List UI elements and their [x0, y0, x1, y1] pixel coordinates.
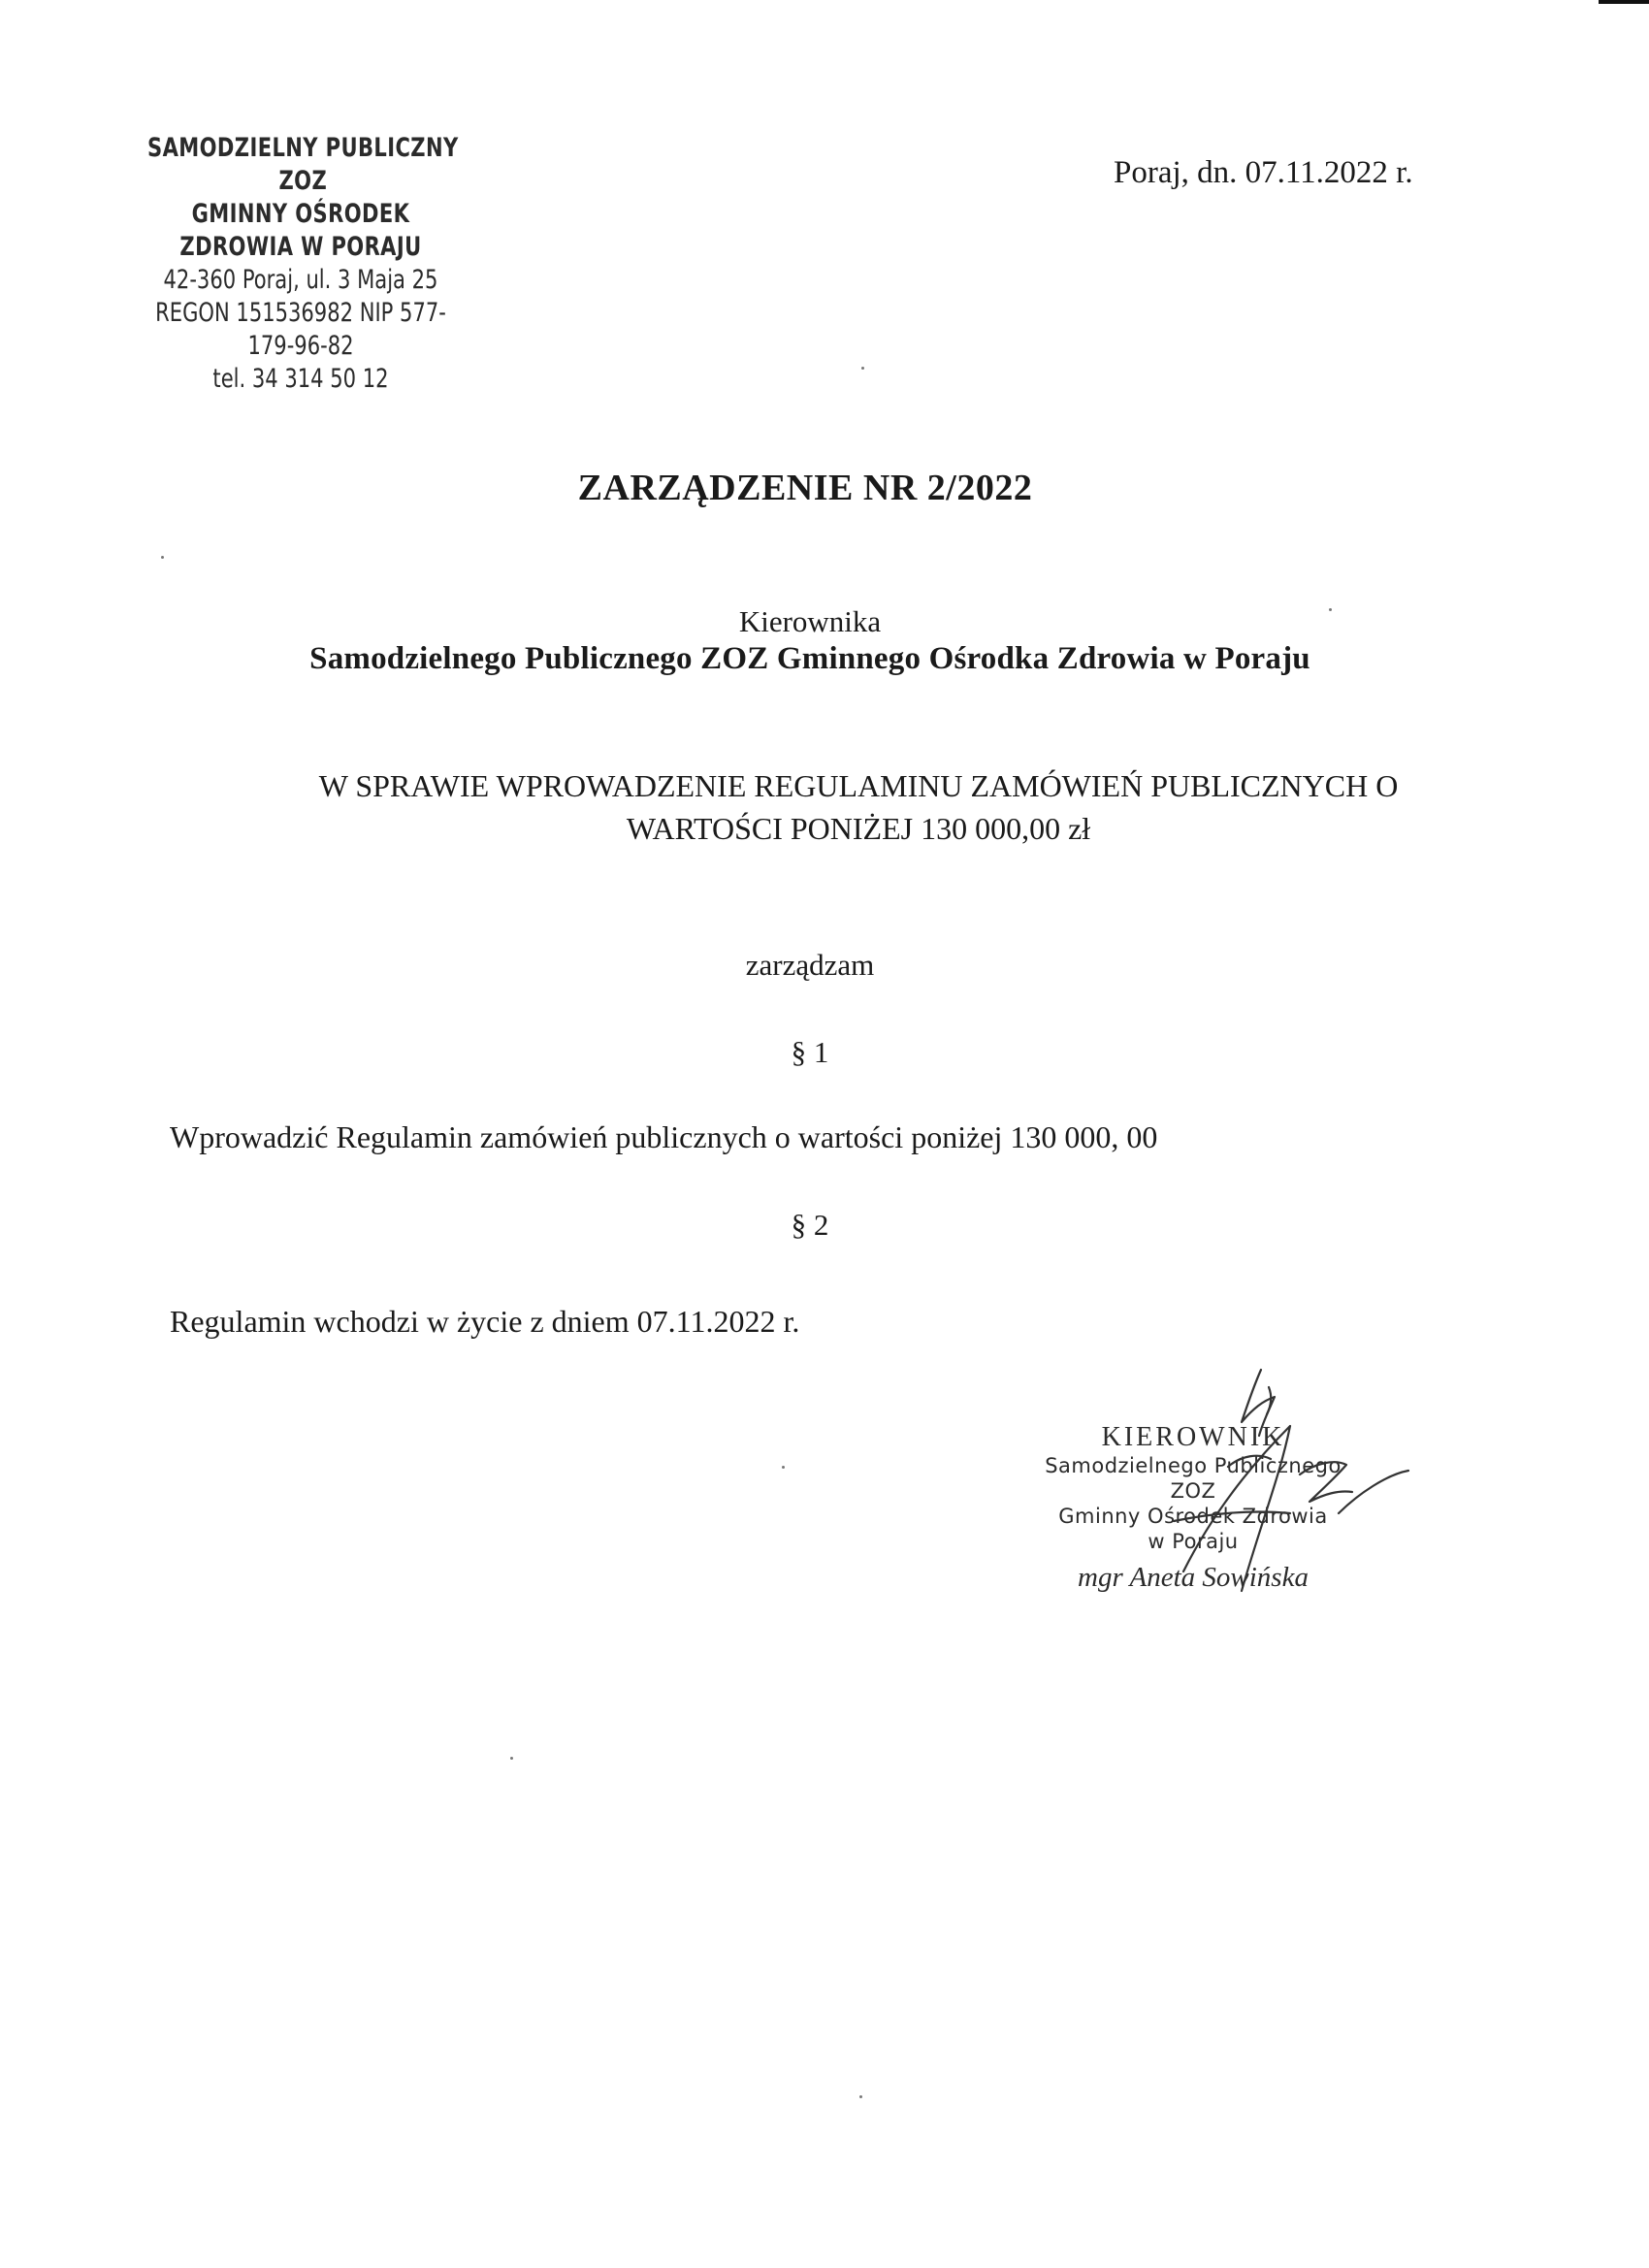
organization-name: Samodzielnego Publicznego ZOZ Gminnego Ośrodka Zdrowia w Poraju — [309, 641, 1310, 676]
subject-line-1: W SPRAWIE WPROWADZENIE REGULAMINU ZAMÓWIEŃ PUBLICZNYCH O — [318, 768, 1399, 803]
stamp-line-name: SAMODZIELNY PUBLICZNY ZOZ — [147, 133, 459, 196]
document-title: ZARZĄDZENIE NR 2/2022 — [577, 468, 1033, 508]
signature-title: KIEROWNIK — [1101, 1422, 1285, 1452]
issued-by: Kierownika — [738, 604, 882, 638]
scan-speck — [161, 556, 164, 559]
subject-line-2: WARTOŚCI PONIŻEJ 130 000,00 zł — [626, 811, 1091, 846]
scan-speck — [510, 1757, 513, 1760]
handwritten-signature-icon — [1145, 1358, 1416, 1610]
scan-speck — [1329, 608, 1332, 611]
stamp-line-unit: GMINNY OŚRODEK ZDROWIA W PORAJU — [179, 199, 422, 262]
section-2-text: Regulamin wchodzi w życie z dniem 07.11.2022 r. — [170, 1304, 800, 1339]
section-1-text: Wprowadzić Regulamin zamówień publicznych o wartości poniżej 130 000, 00 — [170, 1119, 1158, 1154]
scan-speck — [861, 367, 864, 370]
order-word: zarządzam — [745, 948, 875, 982]
signatory-name: mgr Aneta Sowińska — [1078, 1562, 1309, 1593]
stamp-line-address: 42-360 Poraj, ul. 3 Maja 25 — [163, 265, 438, 295]
stamp-line-ids: REGON 151536982 NIP 577-179-96-82 — [155, 298, 446, 361]
place-date: Poraj, dn. 07.11.2022 r. — [1114, 155, 1413, 190]
signature-line-2: Gminny Ośrodek Zdrowia — [1058, 1505, 1328, 1528]
signature-line-3: w Poraju — [1148, 1530, 1239, 1553]
institution-stamp — [138, 132, 463, 396]
scan-speck — [782, 1466, 785, 1469]
stamp-line-phone: tel. 34 314 50 12 — [212, 364, 389, 394]
scan-speck — [859, 2095, 862, 2098]
signature-line-1: Samodzielnego Publicznego ZOZ — [1045, 1454, 1342, 1503]
document-subject — [291, 764, 1426, 850]
section-2-mark: § 2 — [791, 1208, 829, 1242]
scan-corner-mark — [1599, 0, 1649, 4]
section-1-mark: § 1 — [791, 1035, 829, 1069]
